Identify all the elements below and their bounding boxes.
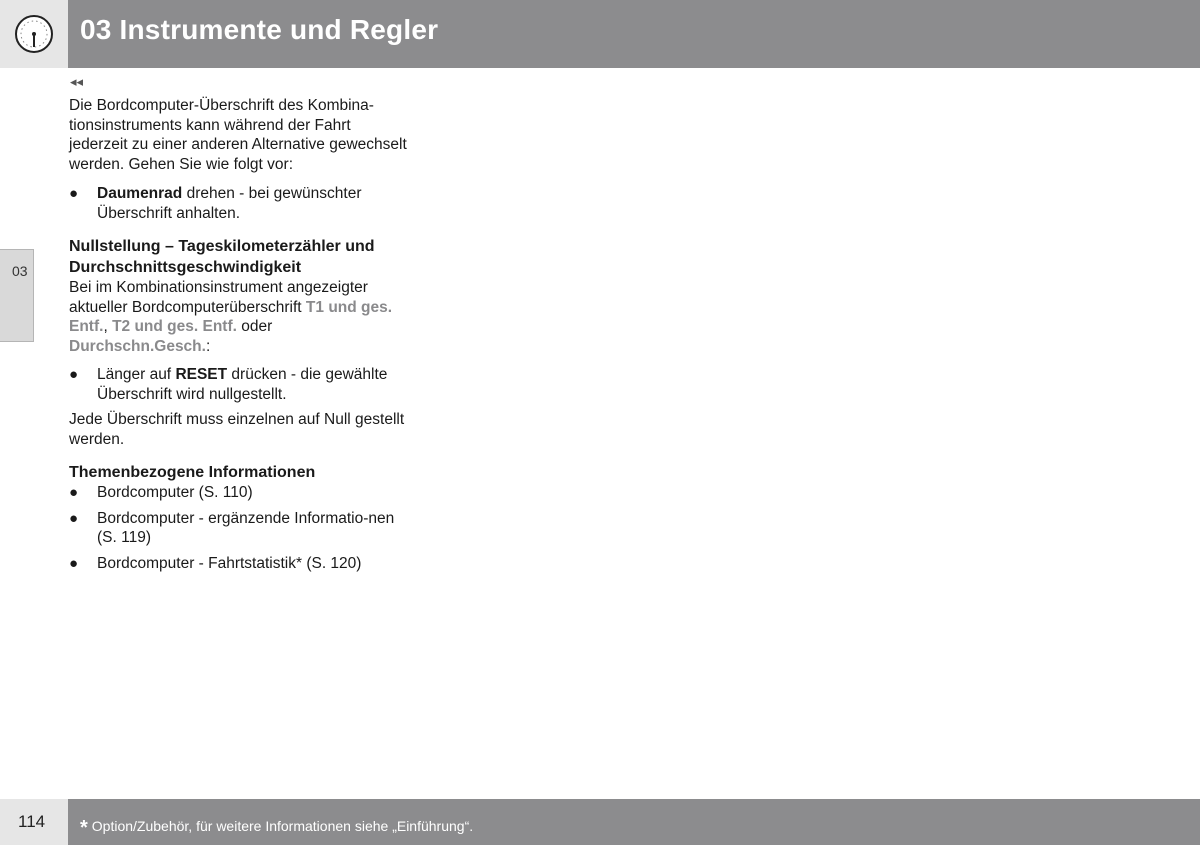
bullet-icon: ● xyxy=(69,484,79,501)
colon: : xyxy=(205,337,211,355)
label-t2: T2 und ges. Entf. xyxy=(112,318,237,335)
reset-intro-text: Bei im Kombinationsinstrument angezeigter aktueller Bordcomputerüberschrift xyxy=(69,279,368,316)
bullet-text: drücken - die gewählte Überschrift wird nullgestellt. xyxy=(97,366,388,403)
list-item xyxy=(69,365,409,404)
gauge-icon xyxy=(14,14,54,54)
related-link[interactable]: Bordcomputer - Fahrtstatistik* (S. 120) xyxy=(97,554,362,572)
related-item[interactable] xyxy=(69,554,409,574)
related-item[interactable] xyxy=(69,509,409,548)
main-content xyxy=(69,96,409,573)
related-link[interactable]: Bordcomputer (S. 110) xyxy=(97,484,253,501)
footnote-text: Option/Zubehör, für weitere Informationen siehe „Einführung“. xyxy=(91,818,474,834)
bullet-icon: ● xyxy=(69,509,79,527)
page-number: 114 xyxy=(18,812,46,831)
reset-label: RESET xyxy=(175,366,228,383)
chapter-title: 03 Instrumente und Regler xyxy=(80,14,439,45)
thumbwheel-label: Daumenrad xyxy=(97,185,183,202)
related-link[interactable]: Bordcomputer - ergänzende Informatio-nen (S. 119) xyxy=(97,509,395,546)
footnote-star: * xyxy=(80,817,88,839)
bullet-list xyxy=(69,184,409,223)
label-avg-speed: Durchschn.Gesch. xyxy=(69,337,206,355)
bullet-icon: ● xyxy=(69,554,79,572)
bullet-text: Länger auf xyxy=(97,366,176,383)
related-heading: Themenbezogene Informationen xyxy=(69,464,316,481)
intro-paragraph: Die Bordcomputer-Überschrift des Kombina-tionsinstruments kann während der Fahrt jederzeit zu einer anderen Alternative gewechselt werden. Gehen Sie wie folgt vor: xyxy=(69,97,407,173)
note-paragraph: Jede Überschrift muss einzelnen auf Null gestellt werden. xyxy=(69,411,405,448)
bullet-text: drehen - bei gewünschter Überschrift anhalten. xyxy=(97,185,362,222)
list-item xyxy=(69,184,409,223)
footnote xyxy=(80,814,473,837)
related-list xyxy=(69,483,409,573)
header-icon-box xyxy=(0,0,68,68)
conjunction: oder xyxy=(236,318,273,335)
continued-marker: ◂◂ xyxy=(70,74,84,89)
label-t1: T1 und ges. Entf. xyxy=(69,298,393,335)
section-heading: Nullstellung – Tageskilometerzähler und Durchschnittsgeschwindigkeit xyxy=(69,238,375,276)
separator: , xyxy=(103,318,113,335)
bullet-list xyxy=(69,365,409,404)
chapter-tab-label: 03 xyxy=(12,263,28,279)
related-item[interactable] xyxy=(69,483,409,503)
bullet-icon: ● xyxy=(69,366,79,383)
bullet-icon: ● xyxy=(69,185,79,202)
reset-intro-paragraph xyxy=(69,278,409,356)
